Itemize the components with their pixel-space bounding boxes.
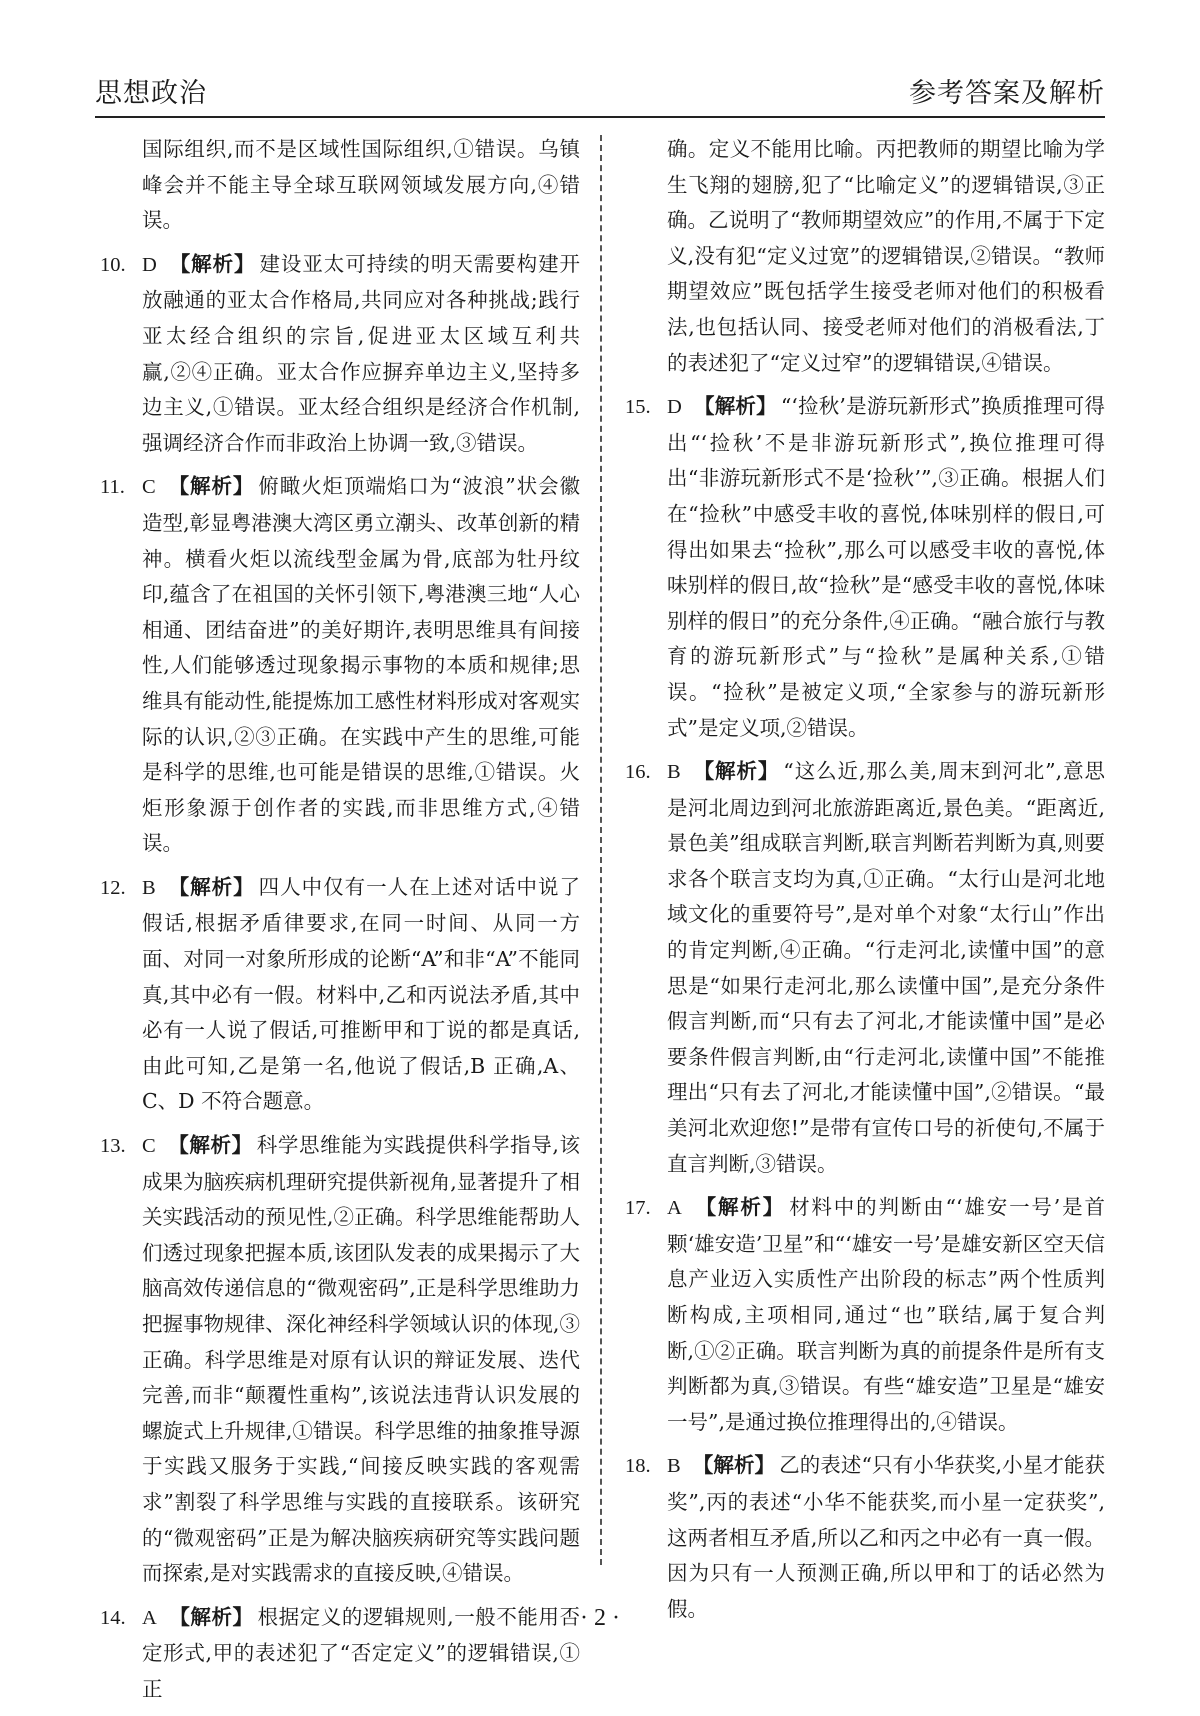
- item-answer: D: [667, 396, 682, 419]
- item-explanation: 科学思维能为实践提供科学指导,该成果为脑疾病机理研究提供新视角,显著提升了相关实践活动的预见性,②正确。科学思维能帮助人们透过现象把握本质,该团队发表的成果揭示了大脑高效传递信息的“微观密码”,正是科学思维助力把握事物规律、深化神经科学领域认识的体现,③正确。科学思维是对原有认识的辩证发展、迭代完善,而非“颠覆性重构”,该说法违背认识发展的螺旋式上升规律,①错误。科学思维的抽象推导源于实践又服务于实践,“间接反映实践的客观需求”割裂了科学思维与实践的直接联系。该研究的“微观密码”正是为解决脑疾病研究等实践问题而探索,是对实践需求的直接反映,④错误。: [142, 1133, 581, 1586]
- item-explanation: 乙的表述“只有小华获奖,小星才能获奖”,丙的表述“小华不能获奖,而小星一定获奖”,这两者相互矛盾,所以乙和丙之中必有一真一假。因为只有一人预测正确,所以甲和丁的话必然为假。: [667, 1453, 1106, 1621]
- analysis-tag: 【解析】: [693, 394, 777, 419]
- answer-item-10: [100, 247, 580, 462]
- item-answer: B: [667, 1455, 681, 1478]
- item-answer: A: [142, 1606, 157, 1629]
- analysis-tag: 【解析】: [168, 251, 256, 276]
- analysis-tag: 【解析】: [167, 474, 255, 499]
- item-number: 12.: [100, 876, 126, 899]
- item-explanation: 俯瞰火炬顶端焰口为“波浪”状会徽造型,彰显粤港澳大湾区勇立潮头、改革创新的精神。横看火炬以流线型金属为骨,底部为牡丹纹印,蕴含了在祖国的关怀引领下,粤港澳三地“人心相通、团结奋进”的美好期许,表明思维具有间接性,人们能够透过现象揭示事物的本质和规律;思维具有能动性,能提炼加工感性材料形成对客观实际的认识,②③正确。在实践中产生的思维,可能是科学的思维,也可能是错误的思维,①错误。火炬形象源于创作者的实践,而非思维方式,④错误。: [142, 474, 580, 856]
- item-number: 14.: [100, 1606, 126, 1629]
- item-number: 15.: [625, 396, 651, 419]
- answer-item-13: [100, 1128, 580, 1592]
- item-number: 11.: [100, 476, 125, 499]
- column-divider: [600, 135, 602, 1565]
- item-answer: C: [142, 1135, 156, 1158]
- item-explanation: 四人中仅有一人在上述对话中说了假话,根据矛盾律要求,在同一时间、从同一方面、对同一对象所形成的论断“A”和非“A”不能同真,其中必有一假。材料中,乙和丙说法矛盾,其中必有一人说了假话,可推断甲和丁说的都是真话,由此可知,乙是第一名,他说了假话,B 正确,A、C、D 不符合题意。: [142, 874, 581, 1114]
- subject-title: 思想政治: [95, 78, 207, 109]
- item-answer: D: [142, 253, 157, 276]
- item-explanation: 材料中的判断由“‘雄安一号’是首颗‘雄安造’卫星”和“‘雄安一号’是雄安新区空天信息产业迈入实质性产出阶段的标志”两个性质判断构成,主项相同,通过“也”联结,属于复合判断,①②正确。联言判断为真的前提条件是所有支判断都为真,③错误。有些“雄安造”卫星是“雄安一号”,是通过换位推理得出的,④错误。: [667, 1195, 1106, 1434]
- item-number: 13.: [100, 1135, 126, 1158]
- analysis-tag: 【解析】: [692, 759, 780, 784]
- item-number: 10.: [100, 253, 126, 276]
- analysis-tag: 【解析】: [167, 874, 255, 899]
- item-number: 17.: [625, 1197, 651, 1220]
- analysis-tag: 【解析】: [168, 1604, 254, 1629]
- answer-item-15: [625, 389, 1105, 746]
- analysis-tag: 【解析】: [693, 1195, 786, 1220]
- item-explanation: 建设亚太可持续的明天需要构建开放融通的亚太合作格局,共同应对各种挑战;践行亚太经合组织的宗旨,促进亚太区域互利共赢,②④正确。亚太合作应摒弃单边主义,坚持多边主义,①错误。亚太经合组织是经济合作机制,强调经济合作而非政治上协调一致,③错误。: [142, 251, 581, 455]
- continuation-text: 确。定义不能用比喻。丙把教师的期望比喻为学生飞翔的翅膀,犯了“比喻定义”的逻辑错误,③正确。乙说明了“教师期望效应”的作用,不属于下定义,没有犯“定义过宽”的逻辑错误,②错误。“教师期望效应”既包括学生接受老师对他们的积极看法,也包括认同、接受老师对他们的消极看法,丁的表述犯了“定义过窄”的逻辑错误,④错误。: [667, 137, 1105, 375]
- item-answer: A: [667, 1197, 682, 1220]
- left-column: [100, 132, 580, 1716]
- item-answer: B: [667, 761, 681, 784]
- right-column: [625, 132, 1105, 1635]
- analysis-tag: 【解析】: [692, 1453, 776, 1478]
- answer-item-18: [625, 1448, 1105, 1627]
- answer-item-12: [100, 870, 580, 1120]
- item-explanation: “这么近,那么美,周末到河北”,意思是河北周边到河北旅游距离近,景色美。“距离近,景色美”组成联言判断,联言判断若判断为真,则要求各个联言支均为真,①正确。“太行山是河北地域文化的重要符号”,是对单个对象“太行山”作出的肯定判断,④正确。“行走河北,读懂中国”的意思是“如果行走河北,那么读懂中国”,是充分条件假言判断,而“只有去了河北,才能读懂中国”是必要条件假言判断,由“行走河北,读懂中国”不能推理出“只有去了河北,才能读懂中国”,②错误。“最美河北欢迎您!”是带有宣传口号的祈使句,不属于直言判断,③错误。: [667, 759, 1106, 1176]
- continuation-text: 国际组织,而不是区域性国际组织,①错误。乌镇峰会并不能主导全球互联网领域发展方向,④错误。: [142, 137, 580, 233]
- item-answer: C: [142, 476, 156, 499]
- answer-item-11: [100, 469, 580, 862]
- item-number: 18.: [625, 1455, 651, 1478]
- item-number: 16.: [625, 761, 651, 784]
- item-answer: B: [142, 876, 156, 899]
- page-number: · 2 ·: [580, 1605, 620, 1631]
- section-title: 参考答案及解析: [909, 78, 1105, 109]
- answer-item-16: [625, 754, 1105, 1182]
- item-explanation: “‘捡秋’是游玩新形式”换质推理可得出“‘捡秋’不是非游玩新形式”,换位推理可得出“非游玩新形式不是‘捡秋’”,③正确。根据人们在“捡秋”中感受丰收的喜悦,体味别样的假日,可得出如果去“捡秋”,那么可以感受丰收的喜悦,体味别样的假日,故“捡秋”是“感受丰收的喜悦,体味别样的假日”的充分条件,④正确。“融合旅行与教育的游玩新形式”与“捡秋”是属种关系,①错误。“捡秋”是被定义项,“全家参与的游玩新形式”是定义项,②错误。: [667, 394, 1105, 740]
- analysis-tag: 【解析】: [167, 1133, 253, 1158]
- answer-item-17: [625, 1190, 1105, 1440]
- page-header: [95, 72, 1105, 118]
- item-explanation: 根据定义的逻辑规则,一般不能用否定形式,甲的表述犯了“否定定义”的逻辑错误,①正: [142, 1604, 581, 1701]
